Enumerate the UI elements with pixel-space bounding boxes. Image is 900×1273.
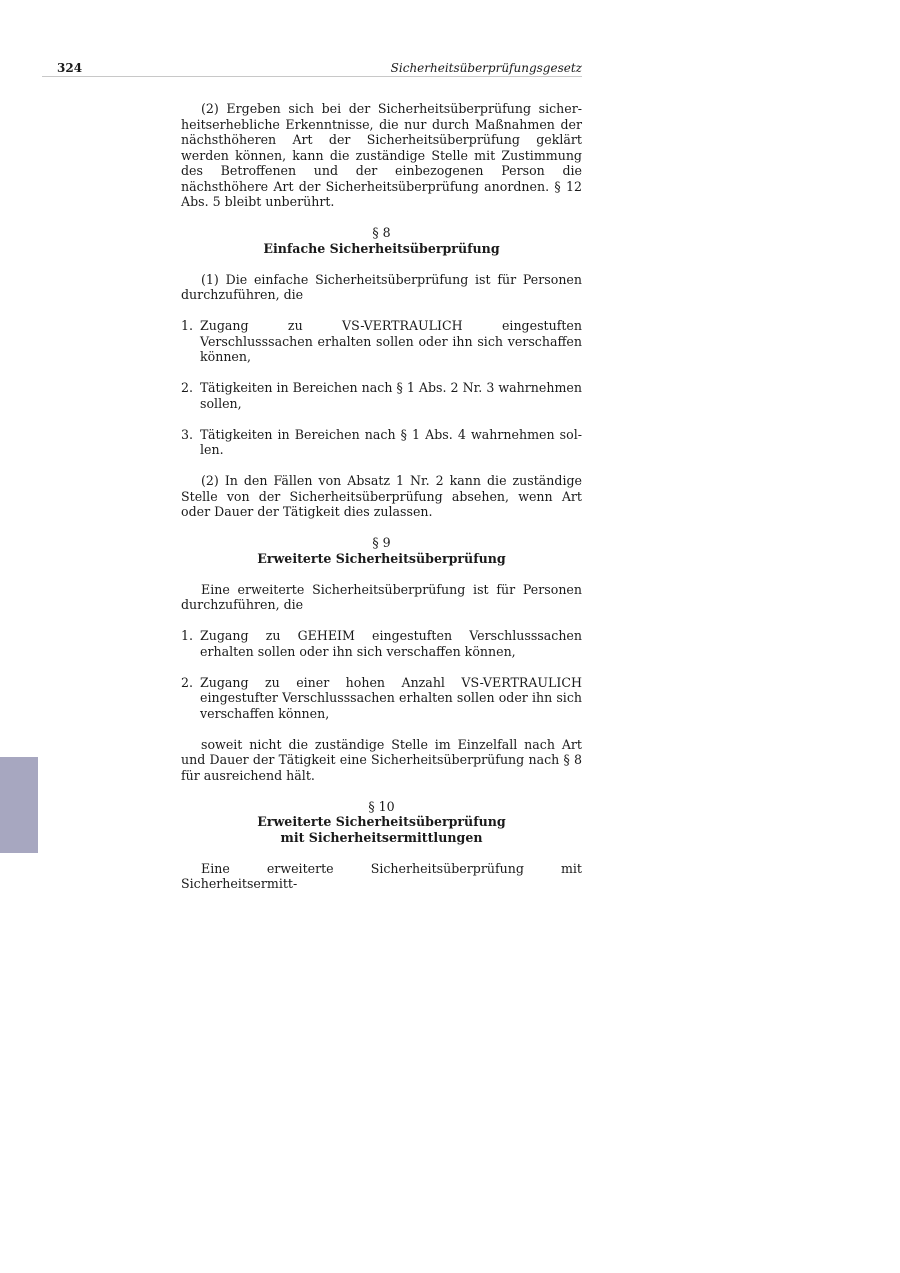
section-10-paragraph-1: Eine erweiterte Sicherheitsüberprüfung mit Sicherheitsermitt- — [181, 860, 582, 891]
running-title: Sicherheitsüberprüfungsgesetz — [390, 61, 582, 75]
page-number: 324 — [57, 61, 83, 75]
list-item-text: Zugang zu einer hohen Anzahl VS-VERTRAULICH eingestufter Verschlusssachen erhalten sollen oder ihn sich verschaffen können, — [200, 674, 582, 721]
section-8-list-item — [181, 427, 582, 458]
list-item-number: 3. — [181, 426, 194, 442]
section-9-heading — [181, 535, 582, 566]
section-8-list-item — [181, 380, 582, 411]
section-8-list-item — [181, 318, 582, 365]
section-10-title-line-1: Erweiterte Sicherheitsüberprüfung — [257, 814, 506, 829]
section-9-paragraph-2: soweit nicht die zuständige Stelle im Einzelfall nach Art und Dauer der Tätigkeit eine Sicherheitsüberprüfung nach § 8 für ausreichend hält. — [181, 736, 582, 783]
section-8-number: § 8 — [372, 225, 391, 240]
list-item-text: Tätigkeiten in Bereichen nach § 1 Abs. 2 Nr. 3 wahrnehmen sollen, — [200, 380, 582, 411]
section-9-number: § 9 — [372, 535, 391, 550]
section-8-paragraph-1: (1) Die einfache Sicherheitsüberprüfung ist für Personen durchzuführen, die — [181, 271, 582, 302]
section-9-list-item — [181, 628, 582, 659]
section-10-heading — [181, 799, 582, 846]
body-text — [181, 101, 582, 907]
section-8-paragraph-2: (2) In den Fällen von Absatz 1 Nr. 2 kann die zuständige Stelle von der Sicherheitsüberprüfung absehen, wenn Art oder Dauer der Tätigkeit dies zulassen. — [181, 473, 582, 519]
list-item-number: 1. — [181, 628, 194, 643]
section-9-paragraph-1: Eine erweiterte Sicherheitsüberprüfung ist für Personen durchzuführen, die — [181, 581, 582, 612]
section-9-title: Erweiterte Sicherheitsüberprüfung — [257, 550, 506, 566]
list-item-number: 2. — [181, 674, 194, 690]
section-10-number: § 10 — [368, 798, 395, 814]
list-item-number: 1. — [181, 318, 194, 333]
thumb-index-tab — [0, 757, 38, 853]
header-rule — [42, 76, 582, 77]
section-10-title-line-2: mit Sicherheitsermittlungen — [280, 829, 483, 845]
section-8-heading — [181, 225, 582, 256]
list-item-number: 2. — [181, 380, 194, 395]
intro-paragraph: (2) Ergeben sich bei der Sicherheitsüberprüfung sicherheitserhebliche Erkenntnisse, die nur durch Maßnahmen der nächsthöheren Art der Sicherheitsüberprüfung geklärt werden können, kann die zuständige Stelle mit Zustimmung des Betroffenen und der einbezogenen Person die nächsthöhere Art der Sicherheitsüberprüfung anordnen. § 12 Abs. 5 bleibt unberührt. — [181, 101, 582, 209]
list-item-text: Zugang zu GEHEIM eingestuften Verschlusssachen erhalten sollen oder ihn sich verschaffen können, — [200, 628, 582, 659]
list-item-text: Tätigkeiten in Bereichen nach § 1 Abs. 4 wahrnehmen sollen. — [200, 426, 582, 457]
section-9-list-item — [181, 675, 582, 722]
section-8-title: Einfache Sicherheitsüberprüfung — [263, 240, 500, 256]
list-item-text: Zugang zu VS-VERTRAULICH eingestuften Verschlusssachen erhalten sollen oder ihn sich verschaffen können, — [200, 318, 582, 364]
